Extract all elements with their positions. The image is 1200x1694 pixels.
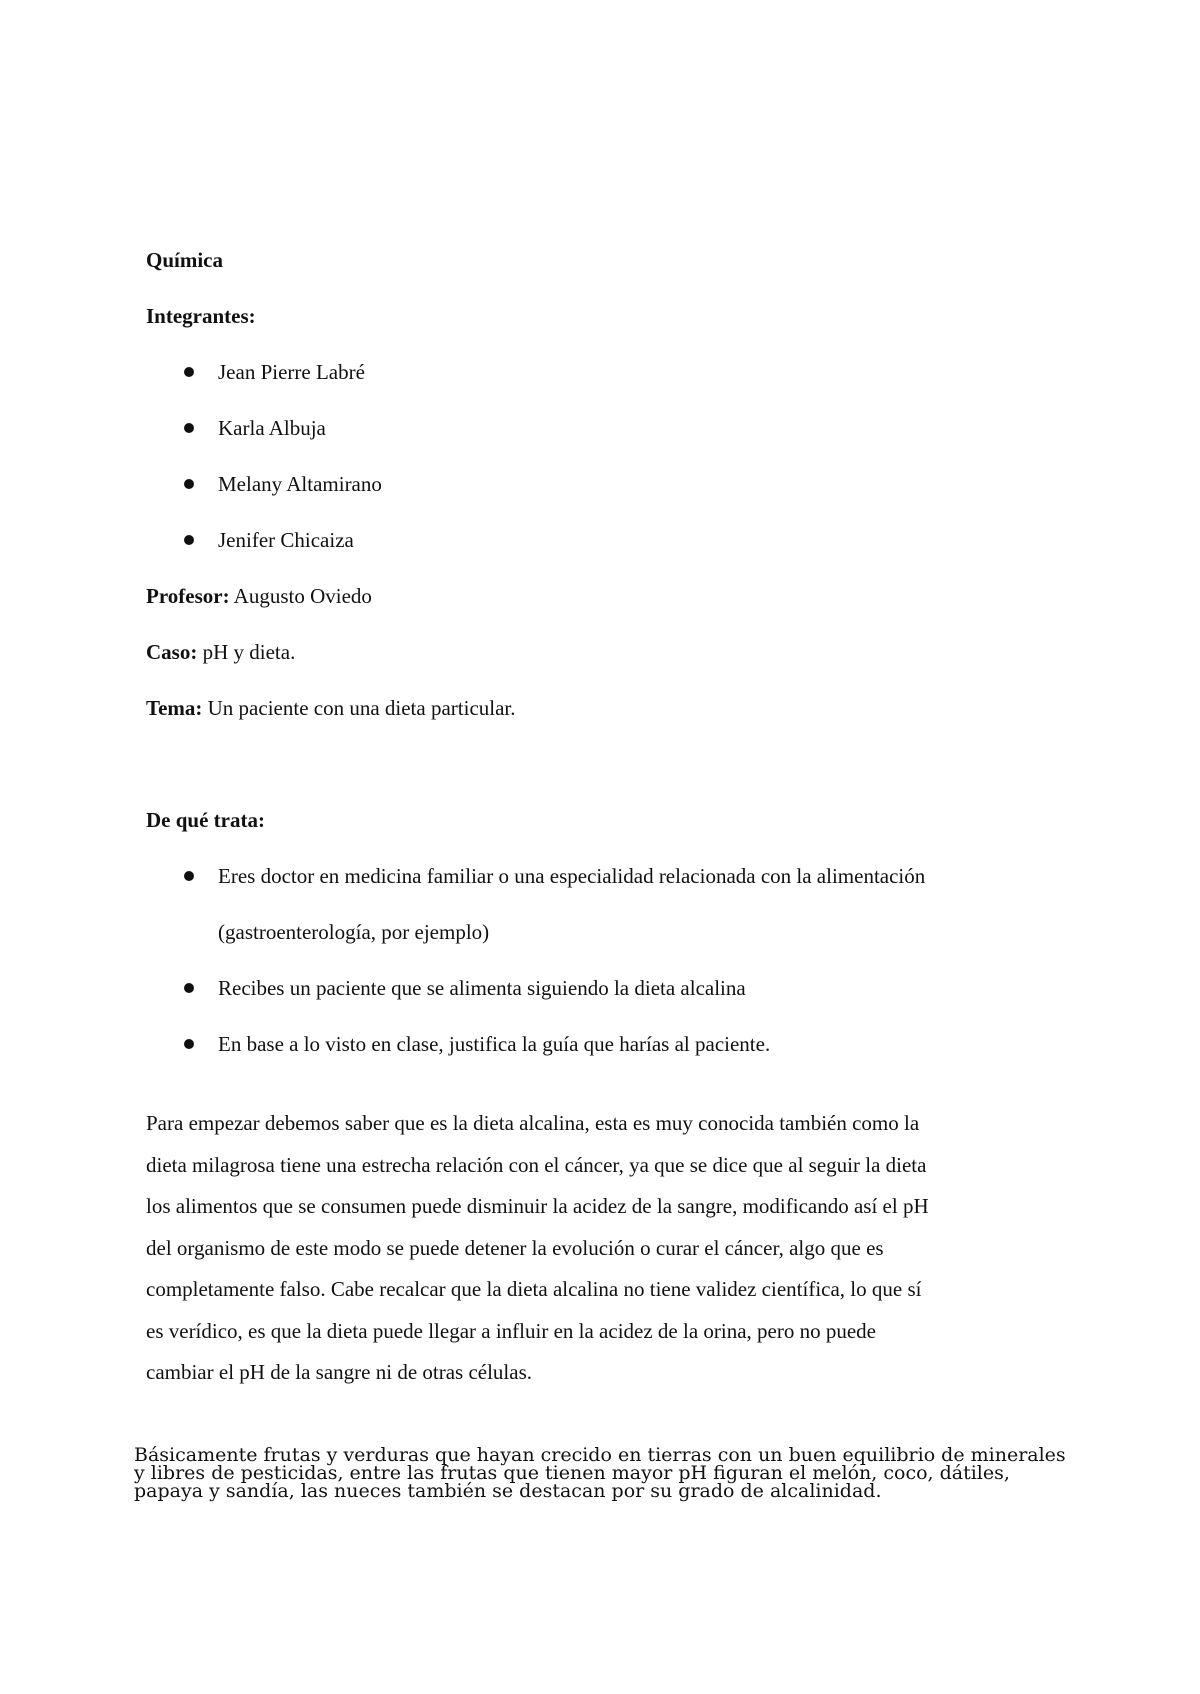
about-item: En base a lo visto en clase, justifica la guía que harías al paciente. xyxy=(218,1032,771,1056)
bullet-icon xyxy=(184,983,194,993)
professor-label: Profesor: xyxy=(146,584,230,608)
topic-line xyxy=(146,694,516,722)
case-value: pH y dieta. xyxy=(202,640,296,664)
case-line xyxy=(146,638,295,666)
topic-value: Un paciente con una dieta particular. xyxy=(207,696,516,720)
case-label: Caso: xyxy=(146,640,198,664)
subject-title: Química xyxy=(146,248,223,272)
bullet-icon xyxy=(184,367,194,377)
member-item: Jean Pierre Labré xyxy=(218,360,365,384)
member-item: Melany Altamirano xyxy=(218,472,382,496)
body-paragraph-1 xyxy=(146,1103,1066,1394)
member-item: Jenifer Chicaiza xyxy=(218,528,354,552)
bullet-icon xyxy=(184,535,194,545)
paragraph-line: Para empezar debemos saber que es la dieta alcalina, esta es muy conocida también como la xyxy=(146,1111,920,1135)
about-heading: De qué trata: xyxy=(146,808,265,832)
paragraph-line: dieta milagrosa tiene una estrecha relación con el cáncer, ya que se dice que al seguir la dieta xyxy=(146,1152,927,1177)
member-item: Karla Albuja xyxy=(218,416,326,440)
professor-line xyxy=(146,582,372,610)
topic-label: Tema: xyxy=(146,696,203,720)
about-item-continuation: (gastroenterología, por ejemplo) xyxy=(218,920,490,944)
paragraph-line: del organismo de este modo se puede detener la evolución o curar el cáncer, algo que es xyxy=(146,1235,884,1260)
bullet-icon xyxy=(184,423,194,433)
about-item: Eres doctor en medicina familiar o una especialidad relacionada con la alimentación xyxy=(218,864,926,888)
bullet-icon xyxy=(184,871,194,881)
paragraph-line: completamente falso. Cabe recalcar que la dieta alcalina no tiene validez científica, lo que sí xyxy=(146,1277,922,1301)
paragraph-line: Básicamente frutas y verduras que hayan crecido en tierras con un buen equilibrio de minerales xyxy=(134,1444,1066,1466)
body-paragraph-2 xyxy=(134,1446,1074,1500)
paragraph-line: cambiar el pH de la sangre ni de otras células. xyxy=(146,1360,533,1384)
paragraph-line: y libres de pesticidas, entre las frutas que tienen mayor pH figuran el melón, coco, dátiles, xyxy=(134,1462,1010,1484)
members-label: Integrantes: xyxy=(146,304,256,328)
paragraph-line: es verídico, es que la dieta puede llegar a influir en la acidez de la orina, pero no puede xyxy=(146,1318,877,1343)
bullet-icon xyxy=(184,1039,194,1049)
professor-value: Augusto Oviedo xyxy=(233,584,372,608)
paragraph-line: los alimentos que se consumen puede disminuir la acidez de la sangre, modificando así el pH xyxy=(146,1194,929,1218)
bullet-icon xyxy=(184,479,194,489)
paragraph-line: papaya y sandía, las nueces también se destacan por su grado de alcalinidad. xyxy=(134,1480,882,1502)
about-item: Recibes un paciente que se alimenta siguiendo la dieta alcalina xyxy=(218,976,746,1000)
